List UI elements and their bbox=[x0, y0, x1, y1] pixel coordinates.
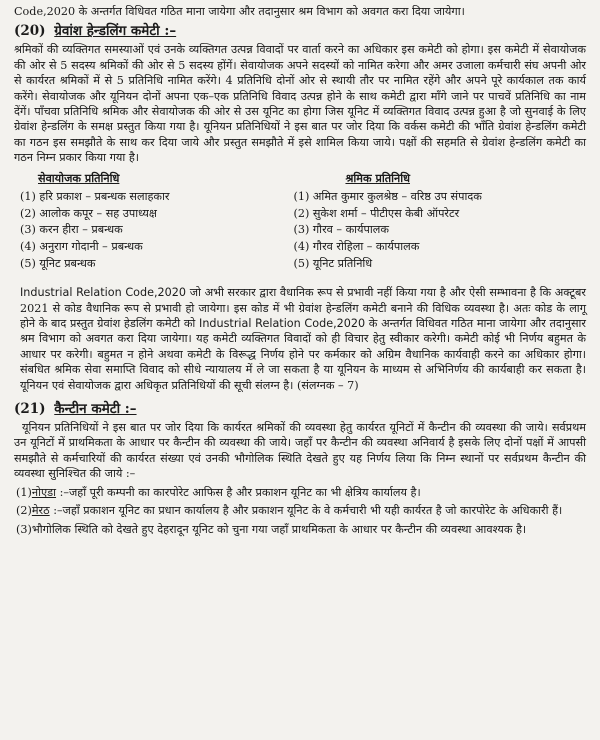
employer-rep-4: (4) अनुराग गोदानी – प्रबन्धक bbox=[20, 240, 143, 254]
section-20-code-paragraph bbox=[14, 285, 586, 393]
section-21-heading bbox=[14, 399, 586, 419]
employer-rep-5: (5) यूनिट प्रबन्धक bbox=[20, 256, 96, 270]
worker-rep-5: (5) यूनिट प्रतिनिधि bbox=[293, 256, 373, 270]
canteen-location-1-place: नोएडा bbox=[31, 485, 57, 499]
canteen-location-1-text: :–जहाँ पूरी कम्पनी का कारपोरेट आफिस है और प्रकाशन यूनिट का भी क्षेत्रिय कार्यालय है। bbox=[56, 485, 421, 499]
canteen-location-1 bbox=[14, 485, 586, 501]
section-20-body: श्रमिकों की व्यक्तिगत समस्याओं एवं उनके व्यक्तिगत उत्पन्न विवादों पर वार्ता करने का अधिकार इस कमेटी को होगा। इस कमेटी में सेवायोजक की ओर से 5 सदस्य श्रमिकों की ओर से 5 सदस्य होंगें। सेवायोजक अपने सदस्यों को नामित करेगा और अमर उजाला कर्मचारी संघ अपनी ओर से कार्यरत श्रमिकों में से 5 प्रतिनिधि नामित करेंगे। 4 प्रतिनिधि दोनों ओर से स्थायी तौर पर नामित रहेंगे और अपने पूरे कार्यकाल तक कार्य करेंगे। सेवायोजक और यूनियन दोनों अपना एक–एक प्रतिनिधि विवाद उत्पन्न होने के साथ कमेटी द्वारा माँगे जाने पर पाचवें प्रतिनिधि का नाम देंगें। पाँचवा प्रतिनिधि श्रमिक और सेवायोजक की ओर से उस यूनिट का होगा जिस यूनिट में व्यक्तिगत विवाद उत्पन्न हुआ है जो सुनवाई के लिए ग्रेवांश हेन्डलिंग के समक्ष प्रस्तुत किया गया है। यूनियन प्रतिनिधियों ने इस बात पर जोर दिया कि वर्कस कमेटी की भाँति ग्रेवांश हेन्डलिंग कमेटी का गठन इस समझौते के साथ कर दिया जाये और प्रस्तुत समझौते में इसे शामिल किया जाये। पक्षों की सहमति से ग्रेवांश हेन्डलिंग कमेटी का गठन निम्न प्रकार किया गया है। bbox=[14, 43, 586, 165]
worker-rep-4: (4) गौरव रोहिला – कार्यपालक bbox=[293, 240, 420, 254]
code-paragraph-part-2: के अन्तर्गत विधिवत गठित माना जायेगा और तदानुसार श्रम विभाग को अवगत करा दिया जायेगा। यह कमेटी व्यक्तिगत विवादों को ही विचार हेतु स्वीकार करेगी। कमेटी कोई भी निर्णय बहुमत के आधार पर करेगी। बहुमत न होने अथवा कमेटी के विरूद्ध निर्णय होने पर कर्मकार को अग्रिम वैधानिक कार्यवाही करने का अधिकार होगा। संबधित श्रमिक सेवा समाप्ति विवाद को सीधे न्यायालय में ले जा सकता है या यूनियन के माध्यम से अभिनिर्णय की कार्यबाही कर सकता है। यूनियन एवं सेवायोजक द्वारा अधिकृत प्रतिनिधियों की सूची संलग्न है। (संलग्नक – 7) bbox=[20, 317, 586, 392]
canteen-location-2-text: :–जहाँ प्रकाशन यूनिट का प्रधान कार्यालय है और प्रकाशन यूनिट के वे कर्मचारी भी यही कार्यरत है जो कारपोरेट के अधिकारी हैं। bbox=[49, 504, 563, 518]
code-paragraph-part-1: जो अभी सरकार द्वारा वैधानिक रूप से प्रभावी नहीं किया गया है और ऐसी सम्भावना है कि अक्टूबर 2021 से कोड वैधानिक रूप से प्रभावी हो जायेगा। इस कोड में भी ग्रेवांश हेन्डलिंग कमेटी बनाने की विधिक व्यवस्था है। अतः कोड के लागू होने के बाद प्रस्तुत ग्रेवांश हेडलिंग कमेटी को bbox=[20, 286, 587, 331]
canteen-location-3-text: भौगोलिक स्थिति को देखते हुए देहरादून यूनिट को चुना गया जहाँ प्राथमिकता के आधार पर कैन्टीन की व्यवस्था आवश्यक है। bbox=[31, 522, 527, 536]
section-20-number: (20) bbox=[14, 23, 46, 40]
section-20-title: ग्रेवांश हेन्डलिंग कमेटी :– bbox=[54, 23, 177, 40]
worker-rep-1: (1) अमित कुमार कुलश्रेष्ठ – वरिष्ठ उप संपादक bbox=[293, 190, 482, 204]
worker-rep-2: (2) सुकेश शर्मा – पीटीएस केबी ऑपरेटर bbox=[293, 206, 460, 220]
section-21-title: कैन्टीन कमेटी :– bbox=[54, 401, 137, 418]
employer-rep-1: (1) हरि प्रकाश – प्रबन्धक सलाहकार bbox=[20, 190, 170, 204]
top-continuation-text: Code,2020 के अन्तर्गत विधिवत गठित माना जायेगा और तदानुसार श्रम विभाग को अवगत करा दिया जायेगा। bbox=[14, 5, 465, 18]
canteen-location-2-number: (2) bbox=[16, 504, 32, 518]
worker-representatives bbox=[275, 170, 586, 273]
employer-rep-2: (2) आलोक कपूर – सह उपाध्यक्ष bbox=[20, 206, 157, 220]
canteen-location-2 bbox=[14, 503, 586, 519]
canteen-location-2-place: मेरठ bbox=[31, 504, 50, 518]
representatives-columns bbox=[14, 170, 586, 273]
code-reference-2: Industrial Relation Code,2020 bbox=[199, 317, 366, 331]
worker-rep-3: (3) गौरव – कार्यपालक bbox=[293, 223, 389, 237]
worker-representatives-heading: श्रमिक प्रतिनिधि bbox=[345, 170, 410, 185]
section-20-heading bbox=[14, 21, 586, 41]
section-21-number: (21) bbox=[14, 401, 46, 418]
section-21-body: यूनियन प्रतिनिधियों ने इस बात पर जोर दिया कि कार्यरत श्रमिकों की व्यवस्था हेतु कार्यरत यूनिटों में कैन्टीन की व्यवस्था की जाये। सर्वप्रथम उन यूनिटों में प्राथमिकता के आधार पर कैन्टीन की व्यवस्था की जाये। जहाँ पर कैन्टीन की व्यवस्था अनिवार्य है इसके लिए दोनों पक्षों में आपसी समझौते से कर्मचारियों की कार्यरत संख्या एवं उनकी भौगोलिक स्थिति देखते हुए यह निर्णय लिया कि निम्न स्थानों पर सर्वप्रथम कैन्टीन की व्यवस्था सुनिश्चित की जाये :– bbox=[14, 421, 586, 481]
employer-rep-3: (3) करन हीरा – प्रबन्धक bbox=[20, 223, 123, 237]
employer-representatives-heading: सेवायोजक प्रतिनिधि bbox=[38, 170, 120, 185]
employer-representatives bbox=[14, 170, 275, 273]
canteen-location-1-number: (1) bbox=[16, 485, 32, 499]
code-reference-1: Industrial Relation Code,2020 bbox=[20, 286, 187, 300]
canteen-location-3 bbox=[14, 522, 586, 538]
canteen-location-3-number: (3) bbox=[16, 522, 32, 536]
